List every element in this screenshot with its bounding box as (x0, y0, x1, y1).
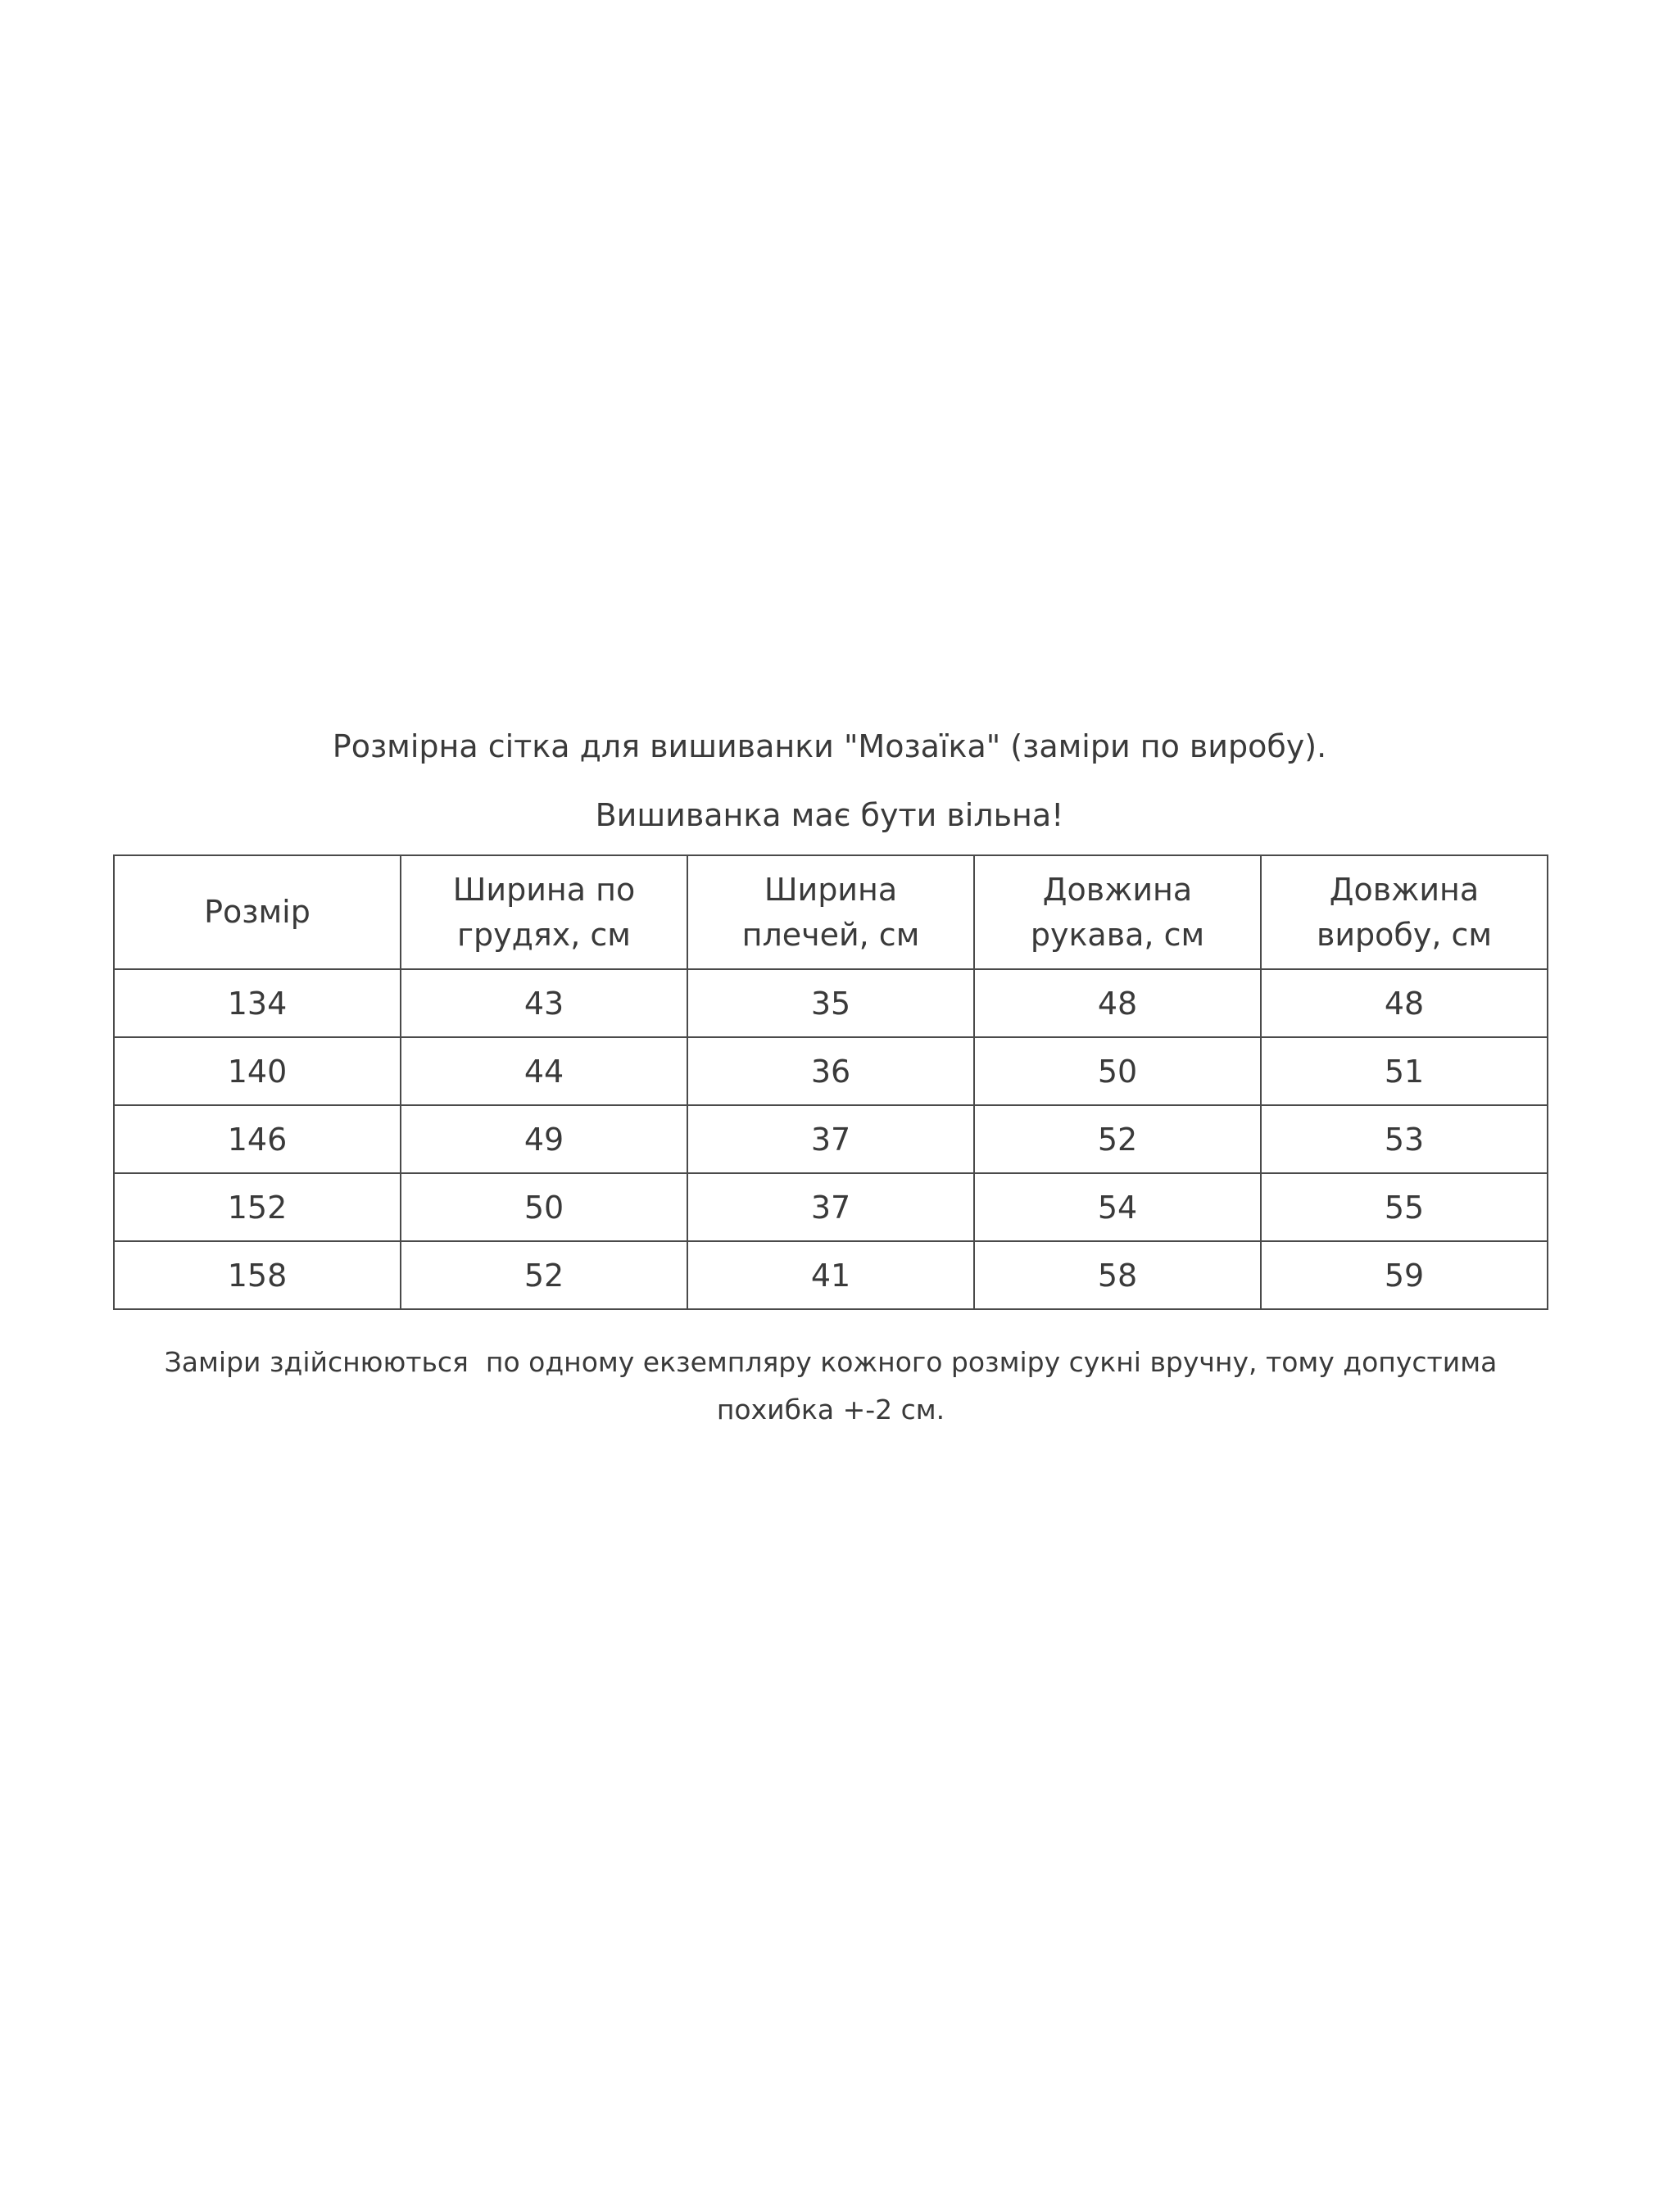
table-row (114, 1105, 1548, 1173)
measurement-note: Заміри здійснюються по одному екземпляру кожного розміру сукні вручну, тому допустима похибка +-2 см. (164, 1346, 1506, 1426)
size-chart-table (113, 854, 1548, 1310)
table-header-row (114, 855, 1548, 969)
page-title: Розмірна сітка для вишиванки "Мозаїка" (заміри по виробу). (332, 728, 1327, 764)
cell-shoulder-width: 35 (687, 969, 974, 1037)
header-chest-width (401, 855, 687, 969)
header-chest-width-line1: Ширина по (452, 871, 636, 908)
header-shoulder-width-line2: плечей, см (741, 916, 920, 953)
cell-size: 140 (114, 1037, 401, 1105)
cell-shoulder-width: 41 (687, 1241, 974, 1309)
table-body (114, 969, 1548, 1309)
cell-garment-length: 53 (1261, 1105, 1548, 1173)
cell-sleeve-length: 48 (974, 969, 1261, 1037)
cell-garment-length: 48 (1261, 969, 1548, 1037)
cell-garment-length: 55 (1261, 1173, 1548, 1241)
cell-chest-width: 52 (401, 1241, 687, 1309)
cell-sleeve-length: 52 (974, 1105, 1261, 1173)
header-size (114, 855, 401, 969)
header-size-label: Розмір (204, 894, 310, 930)
table-row (114, 1037, 1548, 1105)
page-subtitle: Вишиванка має бути вільна! (595, 797, 1064, 833)
table-row (114, 1241, 1548, 1309)
cell-sleeve-length: 54 (974, 1173, 1261, 1241)
cell-size: 146 (114, 1105, 401, 1173)
cell-chest-width: 50 (401, 1173, 687, 1241)
cell-garment-length: 59 (1261, 1241, 1548, 1309)
table-row (114, 1173, 1548, 1241)
header-sleeve-length-line2: рукава, см (1030, 916, 1205, 953)
cell-shoulder-width: 36 (687, 1037, 974, 1105)
header-sleeve-length-line1: Довжина (1042, 871, 1193, 908)
table-row (114, 969, 1548, 1037)
cell-chest-width: 49 (401, 1105, 687, 1173)
header-garment-length (1261, 855, 1548, 969)
header-chest-width-line2: грудях, см (457, 916, 631, 953)
table-header (114, 855, 1548, 969)
header-shoulder-width-line1: Ширина (764, 871, 898, 908)
cell-shoulder-width: 37 (687, 1105, 974, 1173)
cell-size: 152 (114, 1173, 401, 1241)
cell-chest-width: 44 (401, 1037, 687, 1105)
header-garment-length-line2: виробу, см (1316, 916, 1493, 953)
cell-shoulder-width: 37 (687, 1173, 974, 1241)
header-garment-length-line1: Довжина (1329, 871, 1480, 908)
cell-garment-length: 51 (1261, 1037, 1548, 1105)
cell-size: 158 (114, 1241, 401, 1309)
header-sleeve-length (974, 855, 1261, 969)
cell-sleeve-length: 58 (974, 1241, 1261, 1309)
cell-size: 134 (114, 969, 401, 1037)
cell-sleeve-length: 50 (974, 1037, 1261, 1105)
header-shoulder-width (687, 855, 974, 969)
cell-chest-width: 43 (401, 969, 687, 1037)
